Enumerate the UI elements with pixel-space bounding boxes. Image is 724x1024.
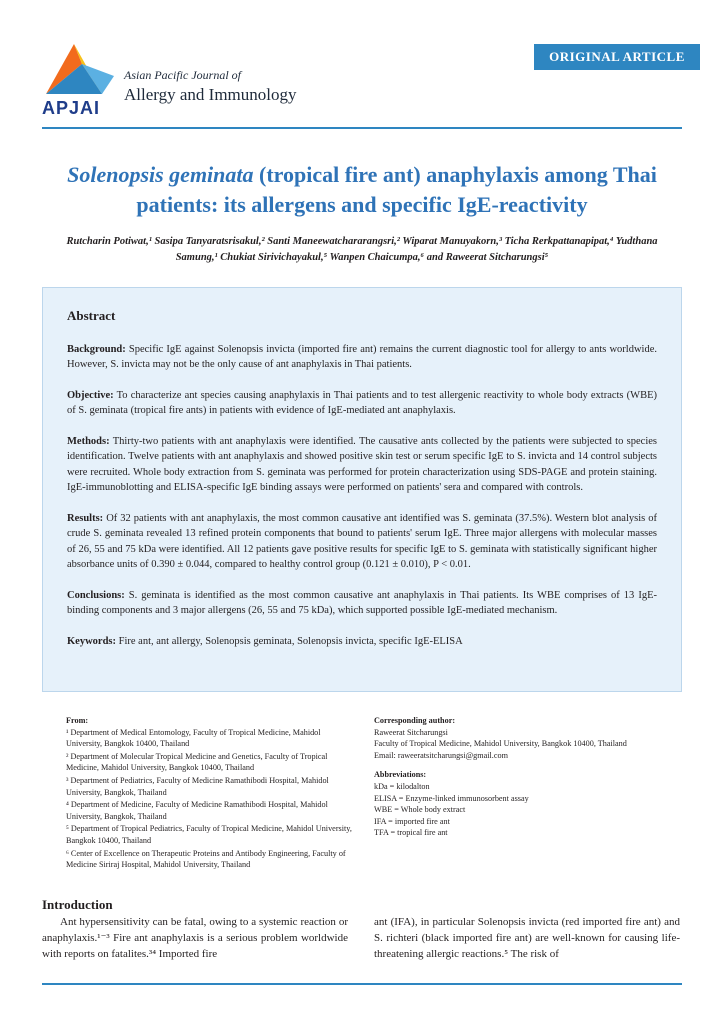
affiliation-item: ⁵ Department of Tropical Pediatrics, Faculty of Tropical Medicine, Mahidol University, Bangkok 10400, Thailand [66,824,352,845]
abstract-results: Results: Of 32 patients with ant anaphylaxis, the most common causative ant identified was S. geminata (37.5%). Western blot analysis of crude S. geminata revealed 13 refined protein components that bound to patients' serum IgE. Three major allergens with molecular masses of 26, 55 and 75 kDa were identified. All 12 patients gave positive results for specific IgE to S. geminata with statistically significant higher absorbance units of 0.390 ± 0.044, compared to healthy control group (0.121 ± 0.010), P < 0.01. [67,512,657,570]
title-species: Solenopsis geminata [67,162,254,187]
abstract-methods: Methods: Thirty-two patients with ant anaphylaxis were identified. The causative ants collected by the patients were subjected to species identification. Twelve patients with ant anaphylaxis and showed positive skin test or serum specific IgE to S. invicta and 14 control subjects were recruited. Whole body extraction from S. geminata was performed for protein characterization using SDS-PAGE and protein staining. IgE-immunoblotting and ELISA-specific IgE binding assays were performed on patients' sera and compared with controls. [67,435,657,493]
affiliation-item: ³ Department of Pediatrics, Faculty of Medicine Ramathibodi Hospital, Mahidol University, Bangkok, Thailand [66,775,329,797]
article-type-badge: ORIGINAL ARTICLE [534,44,700,70]
abbreviation-item: IFA = imported fire ant [374,816,450,826]
logo-triangle-icon [42,42,120,98]
affiliation-item: ¹ Department of Medical Entomology, Faculty of Tropical Medicine, Mahidol University, Bangkok 10400, Thailand [66,727,321,749]
correspondence-address: Faculty of Tropical Medicine, Mahidol University, Bangkok 10400, Thailand [374,739,627,749]
abstract-keywords: Keywords: Fire ant, ant allergy, Solenopsis geminata, Solenopsis invicta, specific IgE-ELISA [67,635,463,647]
abstract-objective: Objective: To characterize ant species causing anaphylaxis in Thai patients and to test allergenic reactivity to whole body extracts (WBE) of S. geminata (tropical fire ants) in patients with evidence of IgE-mediated ant anaphylaxis. [67,389,657,416]
affiliation-item: ² Department of Molecular Tropical Medicine and Genetics, Faculty of Tropical Medicine, Mahidol University, Bangkok 10400, Thailand [66,751,328,773]
article-title [44,160,680,220]
abbreviation-item: kDa = kilodalton [374,781,430,791]
introduction-heading: Introduction [42,897,113,912]
introduction-column-2: ant (IFA), in particular Solenopsis invicta (red imported fire ant) and S. richteri (black imported fire ant) are well-known for causing life-threatening allergic reactions.⁵ The risk of [374,916,680,960]
journal-abbrev: APJAI [42,98,101,118]
affiliation-item: ⁴ Department of Medicine, Faculty of Medicine Ramathibodi Hospital, Mahidol University, Bangkok, Thailand [66,800,328,821]
abstract-box [42,287,682,692]
journal-name-line2: Allergy and Immunology [124,85,297,104]
abbreviation-item: ELISA = Enzyme-linked immunosorbent assay [374,793,529,803]
journal-name-line1: Asian Pacific Journal of [124,68,241,82]
footer-divider [42,983,682,985]
correspondence-block [374,715,674,839]
affiliations [66,715,356,872]
title-rest: (tropical fire ant) anaphylaxis among Thai patients: its allergens and specific IgE-reactivity [136,162,657,217]
affiliations-heading: From: [66,716,89,725]
correspondence-heading: Corresponding author: [374,716,456,725]
abbreviation-item: WBE = Whole body extract [374,805,466,815]
correspondence-name: Raweerat Sitcharungsi [374,727,448,737]
affiliation-item: ⁶ Center of Excellence on Therapeutic Proteins and Antibody Engineering, Faculty of Medicine Siriraj Hospital, Mahidol University, Thailand [66,848,346,870]
abbreviations-heading: Abbreviations: [374,770,427,780]
abstract-background: Background: Specific IgE against Solenopsis invicta (imported fire ant) remains the current diagnostic tool for allergy to ants worldwide. However, S. invicta may not be the only cause of ant anaphylaxis in Thai patients. [67,343,657,370]
introduction-column-1: Ant hypersensitivity can be fatal, owing to a systemic reaction or anaphylaxis.¹⁻³ Fire ant anaphylaxis is a serious problem worldwide with reports on fatalites.³⁴ Imported fire [42,916,348,960]
abstract-heading: Abstract [67,308,116,323]
abbreviation-item: TFA = tropical fire ant [374,828,448,838]
correspondence-email[interactable]: Email: raweeratsitcharungsi@gmail.com [374,750,508,760]
abstract-conclusions: Conclusions: S. geminata is identified as the most common causative ant anaphylaxis in Thai patients. Its WBE comprises of 13 IgE-binding components and 3 major allergens (26, 55 and 75 kDa), which supported possible IgE-mediated mechanism. [67,589,657,616]
author-list: Rutcharin Potiwat,¹ Sasipa Tanyaratsrisakul,² Santi Maneewatchararangsri,² Wiparat Manuyakorn,³ Ticha Rerkpattanapipat,⁴ Yudthana Samung,¹ Chukiat Sirivichayakul,⁵ Wanpen Chaicumpa,⁶ and Raweerat Sitcharungsi⁵ [66,236,658,263]
header-divider [42,127,682,129]
